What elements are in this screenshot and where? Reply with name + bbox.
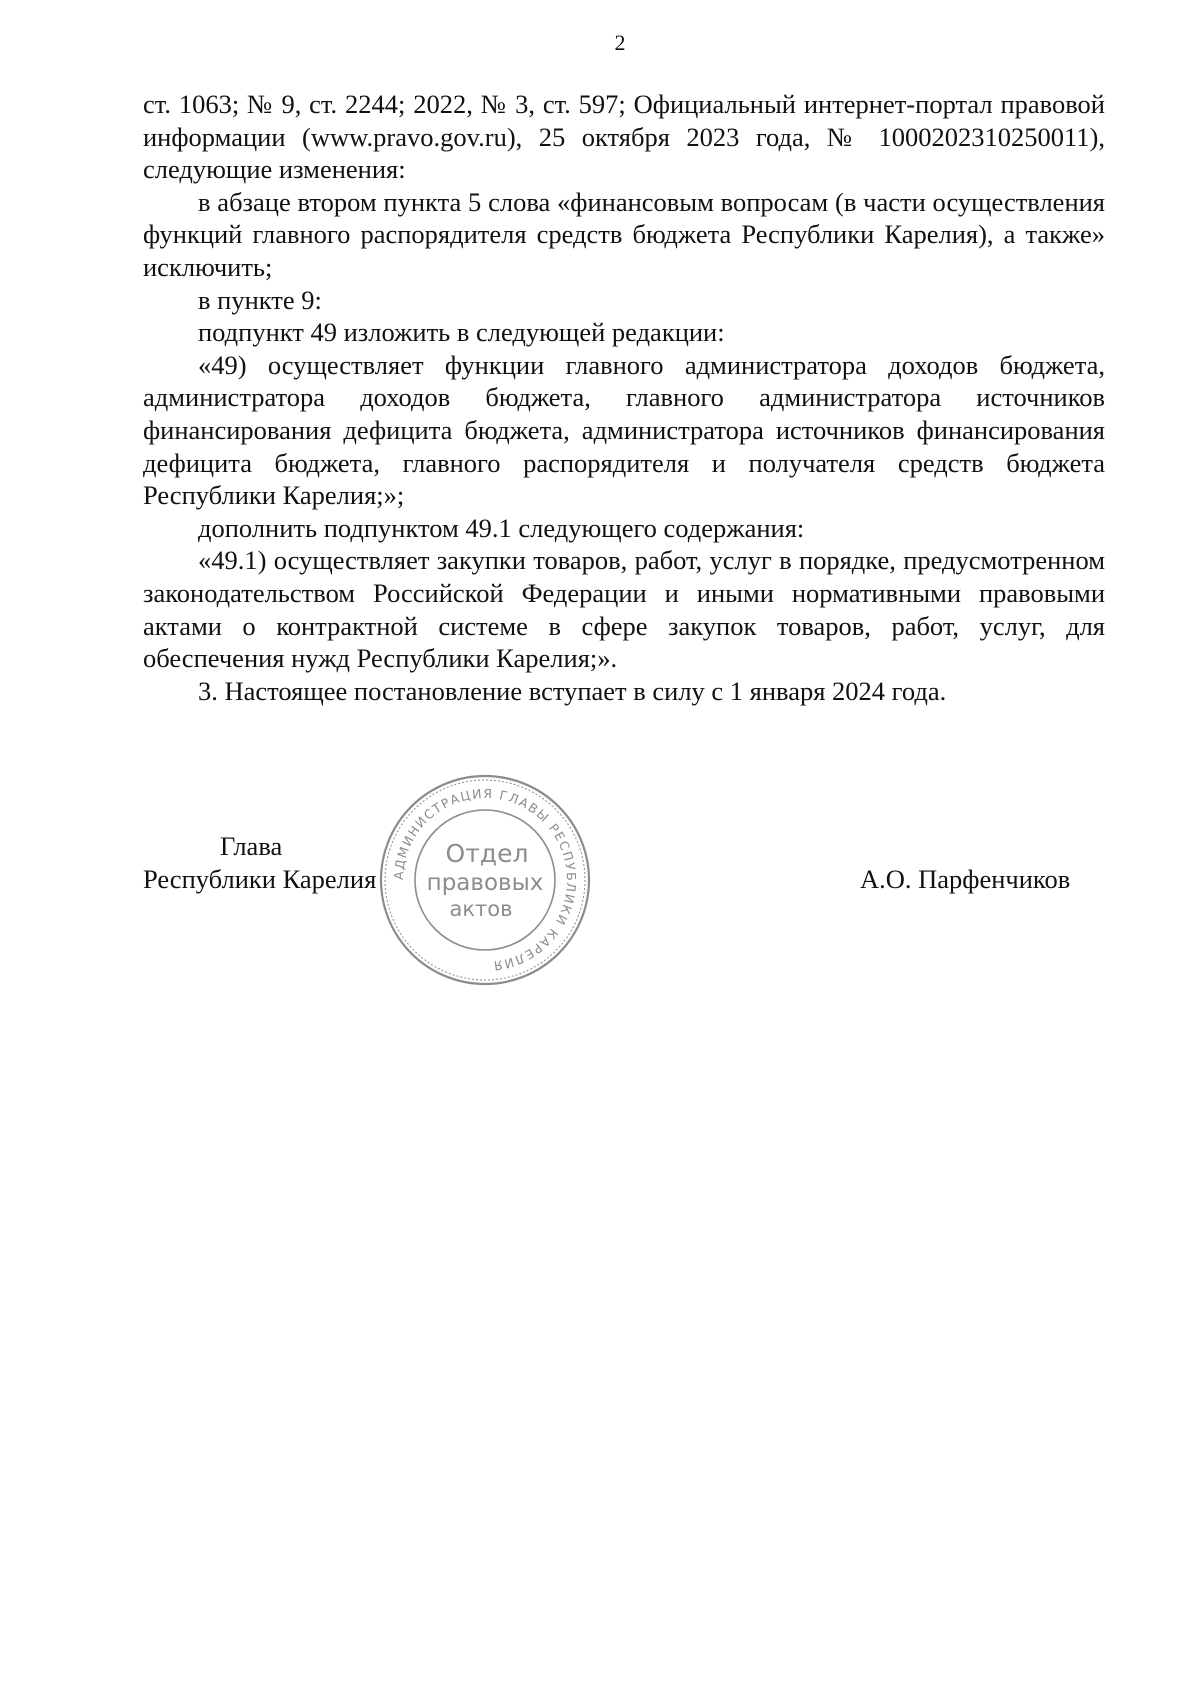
paragraph-2: в абзаце втором пункта 5 слова «финансовым вопросам (в части осуществления функций главного распорядителя средств бюджета Республики Карелия), а также» исключить; bbox=[143, 186, 1105, 282]
signatory-title bbox=[143, 830, 376, 896]
signatory-title-line2: Республики Карелия bbox=[143, 864, 377, 894]
paragraph-8: 3. Настоящее постановление вступает в силу с 1 января 2024 года. bbox=[198, 675, 947, 706]
stamp-center-line3: актов bbox=[449, 897, 513, 921]
stamp-ring-text: АДМИНИСТРАЦИЯ ГЛАВЫ РЕСПУБЛИКИ КАРЕЛИЯ bbox=[390, 785, 580, 974]
stamp-center-line1: Отдел bbox=[445, 839, 529, 868]
official-stamp bbox=[375, 770, 595, 990]
paragraph-4: подпункт 49 изложить в следующей редакции: bbox=[198, 317, 725, 348]
paragraph-3: в пункте 9: bbox=[198, 284, 322, 315]
signatory-name: А.О. Парфенчиков bbox=[860, 864, 1071, 894]
stamp-center-line2: правовых bbox=[426, 870, 544, 896]
page-number: 2 bbox=[614, 30, 626, 55]
document-body bbox=[143, 88, 1105, 707]
signatory-title-line1: Глава bbox=[220, 831, 283, 861]
paragraph-7: «49.1) осуществляет закупки товаров, работ, услуг в порядке, предусмотренном законодательством Российской Федерации и иными нормативными правовыми актами о контрактной системе в сфере закупок товаров, работ, услуг, для обеспечения нужд Республики Карелия;». bbox=[143, 545, 1105, 674]
paragraph-5: «49) осуществляет функции главного администратора доходов бюджета, администратора доходов бюджета, главного администратора источников финансирования дефицита бюджета, администратора источников финансирования дефицита бюджета, главного распорядителя и получателя средств бюджета Республики Карелия;»; bbox=[143, 349, 1105, 511]
paragraph-1: ст. 1063; № 9, ст. 2244; 2022, № 3, ст. 597; Официальный интернет-портал правовой информации (www.pravo.gov.ru), 25 октября 2023 года, № 1000202310250011), следующие изменения: bbox=[143, 89, 1105, 185]
paragraph-6: дополнить подпунктом 49.1 следующего содержания: bbox=[198, 512, 805, 543]
